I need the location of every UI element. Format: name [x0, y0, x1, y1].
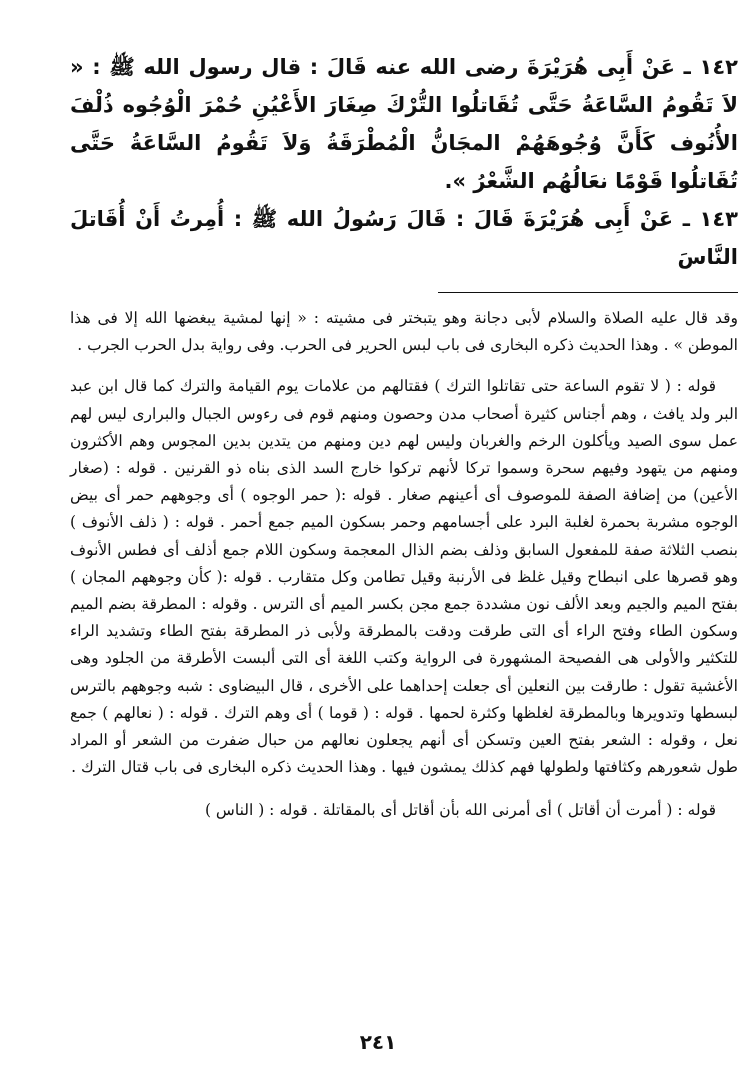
commentary-paragraph-1: وقد قال عليه الصلاة والسلام لأبى دجانة وهو يتبختر فى مشيته : « إنها لمشية يبغضها الله إلا فى هذا الموطن » . وهذا الحديث ذكره البخارى فى باب لبس الحرير فى الحرب. وفى رواية بدل الحرب الجرب . [70, 309, 738, 355]
hadith-142: ١٤٢ ـ عَنْ أَبِى هُرَيْرَةَ رضى الله عنه قَالَ : قال رسول الله ﷺ : « لاَ تَقُومُ السَّاعَةُ حَتَّى تُقَاتلُوا التُّرْكَ صِغَارَ الأَعْيُنِ حُمْرَ الْوُجُوه ذُلْفَ الأُنُوف كَأَنَّ وُجُوهَهُمْ المجَانُّ الْمُطْرَقَةُ وَلاَ تَقُومُ السَّاعَةُ حَتَّى تُقَاتلُوا قَوْمًا نعَالُهُم الشَّعْرُ ». [70, 55, 738, 193]
footnote-divider [438, 292, 738, 293]
document-page [70, 48, 738, 1078]
commentary-paragraph-2: قوله : ( لا تقوم الساعة حتى تقاتلوا الترك ) فقتالهم من علامات يوم القيامة والترك كما قال ابن عبد البر ولد يافث ، وهم أجناس كثيرة أصحاب مدن وحصون ومنهم قوم فى رءوس الجبال والبرارى ليس لهم عمل سوى الصيد ويأكلون الرخم والغربان وليس لهم دين ومنهم من يتدين بدين المجوس وهم الأكثرون ومنهم من يتهود وفيهم سحرة وسموا تركا لأنهم تركوا خارج السد الذى بناه ذو القرنين . قوله : (صغار الأعين) من إضافة الصفة للموصوف أى أعينهم صغار . قوله :( حمر الوجوه ) أى وجوههم حمر أى بيض الوجوه مشربة بحمرة لغلبة البرد على أجسامهم وحمر بسكون الميم جمع أحمر . قوله : ( ذلف الأنوف ) بنصب الثلاثة صفة للمفعول السابق وذلف بضم الذال المعجمة وسكون اللام جمع أذلف أى فطس الأنوف وهو قصرها على انبطاح وقيل غلظ فى الأرنبة وقيل تطامن وكل متقارب . قوله :( كأن وجوههم المجان ) بفتح الميم والجيم وبعد الألف نون مشددة جمع مجن بكسر الميم أى الترس . وقوله : المطرقة بضم الميم وسكون الطاء وفتح الراء أى التى طرقت ودقت بالمطرقة ولأبى ذر المطرقة بفتح الطاء وتشديد الراء للتكثير والأولى هى الفصيحة المشهورة فى الرواية وكتب اللغة أى التى ألبست الأطرقة من الجلود وهى الأغشية تقول : طارقت بين النعلين أى جعلت إحداهما على الأخرى ، قال البيضاوى : شبه وجوههم بالترس لبسطها وتدويرها وبالمطرقة لغلظها وكثرة لحمها . قوله : ( قوما ) أى وهم الترك . قوله : ( نعالهم ) جمع نعل ، وقوله : الشعر بفتح العين وتسكن أى أنهم يجعلون نعالهم من حبال ضفرت من الشعر أو المراد طول شعورهم وكثافتها ولطولها فهم كذلك يمشون فيها . وهذا الحديث ذكره البخارى فى باب قتال الترك . [70, 377, 738, 777]
hadith-143: ١٤٣ ـ عَنْ أَبِى هُرَيْرَةَ قَالَ : قَالَ رَسُولُ الله ﷺ : أُمِرتُ أَنْ أُقَاتلَ النَّاسَ [70, 207, 738, 269]
page-number: ٢٤١ [359, 1030, 397, 1054]
commentary-paragraph-3: قوله : ( أمرت أن أقاتل ) أى أمرنى الله بأن أقاتل أى بالمقاتلة . قوله : ( الناس ) [204, 801, 716, 820]
